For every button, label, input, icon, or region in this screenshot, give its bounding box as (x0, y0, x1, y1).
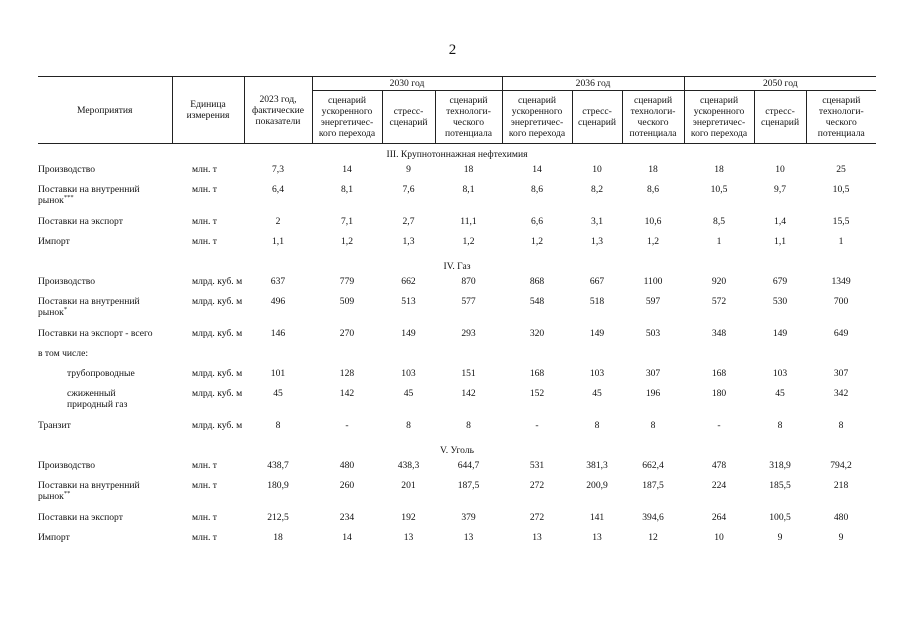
value-cell: 8 (275, 420, 281, 431)
value-cell: 100,5 (769, 512, 791, 523)
row-unit: млн. т (192, 460, 217, 471)
header-scenario-stress: стресс- сценарий (572, 91, 622, 144)
value-cell: 293 (461, 328, 476, 339)
header-scenario-accelerated-transition: сценарий ускоренного энергетичес- кого перехода (502, 91, 572, 144)
value-cell: 381,3 (586, 460, 608, 471)
value-cell: 14 (342, 532, 352, 543)
row-label: Транзит (38, 420, 71, 431)
header-year-2036: 2036 год (502, 77, 684, 91)
value-cell: 45 (592, 388, 602, 399)
value-cell: 272 (529, 480, 545, 491)
value-cell: 196 (645, 388, 661, 399)
value-cell: 180,9 (267, 480, 289, 491)
value-cell: 151 (461, 368, 476, 379)
value-cell: 149 (772, 328, 788, 339)
value-cell: 8 (406, 420, 411, 431)
row-unit: млн. т (192, 532, 217, 543)
row-label: Поставки на экспорт (38, 512, 123, 523)
value-cell: 7,1 (341, 216, 353, 227)
value-cell: 218 (833, 480, 849, 491)
value-cell: 10 (592, 164, 602, 175)
value-cell: 348 (711, 328, 727, 339)
value-cell: 480 (339, 460, 355, 471)
section-title: III. Крупнотоннажная нефтехимия (386, 148, 528, 160)
value-cell: 272 (529, 512, 545, 523)
value-cell: 662 (401, 276, 416, 287)
value-cell: 577 (461, 296, 476, 307)
value-cell: 1,4 (774, 216, 787, 227)
value-cell: 8 (650, 420, 656, 431)
value-cell: 1,2 (462, 236, 475, 247)
value-cell: 7,6 (402, 184, 415, 195)
table-row (38, 368, 876, 388)
value-cell: 438,3 (397, 460, 420, 471)
value-cell: 25 (836, 164, 846, 175)
value-cell: 509 (339, 296, 355, 307)
value-cell: 496 (270, 296, 286, 307)
value-cell: 920 (711, 276, 727, 287)
value-cell: 9,7 (774, 184, 787, 195)
value-cell: 12 (648, 532, 658, 543)
value-cell: 1100 (643, 276, 663, 287)
value-cell: 868 (529, 276, 545, 287)
page-number: 2 (448, 42, 457, 58)
header-year-2050: 2050 год (684, 77, 876, 91)
row-unit: млрд. куб. м (192, 296, 243, 307)
header-2023: 2023 год, фактические показатели (244, 77, 312, 144)
value-cell: 103 (589, 368, 605, 379)
row-unit: млн. т (192, 236, 217, 247)
value-cell: 667 (589, 276, 605, 287)
value-cell: 679 (772, 276, 788, 287)
value-cell: 8,2 (591, 184, 604, 195)
energy-forecast-table (38, 76, 876, 552)
value-cell: 10 (714, 532, 724, 543)
value-cell: 212,5 (267, 512, 289, 523)
row-unit: млн. т (192, 480, 217, 491)
value-cell: 224 (711, 480, 727, 491)
footnote-marker: * (63, 305, 68, 313)
footnote-marker: *** (63, 193, 74, 201)
value-cell: 103 (772, 368, 788, 379)
value-cell: 187,5 (457, 480, 480, 491)
value-cell: 187,5 (642, 480, 664, 491)
value-cell: 9 (777, 532, 783, 543)
value-cell: 8 (838, 420, 844, 431)
row-label: Поставки на внутренний рынок** (38, 480, 140, 502)
table-row (38, 328, 876, 348)
value-cell: 597 (645, 296, 661, 307)
value-cell: 548 (529, 296, 545, 307)
value-cell: 320 (529, 328, 545, 339)
header-measure: Мероприятия (38, 77, 172, 144)
value-cell: 8,5 (713, 216, 726, 227)
table-row (38, 348, 876, 368)
value-cell: 637 (270, 276, 286, 287)
value-cell: 200,9 (586, 480, 608, 491)
value-cell: 342 (833, 388, 849, 399)
header-scenario-accelerated-transition: сценарий ускоренного энергетичес- кого перехода (312, 91, 382, 144)
value-cell: 2,7 (402, 216, 415, 227)
row-label: Поставки на экспорт (38, 216, 123, 227)
header-scenario-tech-potential: сценарий технологи- ческого потенциала (435, 91, 502, 144)
value-cell (754, 348, 806, 368)
value-cell: 1349 (831, 276, 851, 287)
value-cell: 779 (339, 276, 355, 287)
value-cell: 394,6 (642, 512, 664, 523)
row-label: Поставки на внутренний рынок* (38, 296, 140, 318)
value-cell: 14 (342, 164, 352, 175)
value-cell: 142 (339, 388, 355, 399)
value-cell: 8 (466, 420, 471, 431)
value-cell (806, 348, 876, 368)
row-label: Поставки на внутренний рынок*** (38, 184, 140, 206)
table-row (38, 164, 876, 184)
value-cell: 168 (711, 368, 727, 379)
row-label: Производство (38, 460, 96, 471)
table-row (38, 184, 876, 216)
table-row (38, 480, 876, 512)
value-cell: 149 (401, 328, 416, 339)
row-label: Поставки на экспорт - всего (38, 328, 153, 339)
value-cell: 6,4 (272, 184, 284, 195)
value-cell: 270 (339, 328, 355, 339)
value-cell: 1,3 (591, 236, 604, 247)
value-cell: 185,5 (769, 480, 791, 491)
value-cell: 149 (589, 328, 605, 339)
value-cell: 8 (777, 420, 783, 431)
value-cell: 260 (339, 480, 355, 491)
value-cell: - (717, 420, 721, 431)
value-cell: 478 (711, 460, 727, 471)
value-cell: 1 (838, 236, 844, 247)
value-cell: 10,6 (644, 216, 662, 227)
value-cell (502, 348, 572, 368)
value-cell: 45 (273, 388, 283, 399)
value-cell: 180 (711, 388, 727, 399)
header-scenario-accelerated-transition: сценарий ускоренного энергетичес- кого перехода (684, 91, 754, 144)
table-row (38, 420, 876, 440)
header-scenario-tech-potential: сценарий технологи- ческого потенциала (622, 91, 684, 144)
row-label: Импорт (38, 236, 70, 247)
table-row (38, 532, 876, 552)
section-title: V. Уголь (440, 444, 475, 456)
value-cell: 7,3 (272, 164, 284, 175)
row-unit: млрд. куб. м (192, 368, 243, 379)
value-cell: 1,2 (531, 236, 544, 247)
value-cell: 10,5 (710, 184, 728, 195)
value-cell (572, 348, 622, 368)
value-cell: 513 (401, 296, 416, 307)
section-title: IV. Газ (443, 260, 471, 272)
value-cell: 794,2 (830, 460, 852, 471)
value-cell: 9 (406, 164, 411, 175)
value-cell: 18 (648, 164, 658, 175)
value-cell (684, 348, 754, 368)
value-cell: 1,2 (647, 236, 660, 247)
value-cell: 8,6 (647, 184, 660, 195)
value-cell: 9 (838, 532, 844, 543)
value-cell: 201 (401, 480, 416, 491)
table-row (38, 460, 876, 480)
header-scenario-stress: стресс- сценарий (382, 91, 435, 144)
value-cell: 11,1 (460, 216, 477, 227)
value-cell: 318,9 (769, 460, 791, 471)
value-cell: 870 (461, 276, 476, 287)
value-cell: 13 (463, 532, 474, 543)
value-cell: 307 (645, 368, 661, 379)
value-cell: 1,1 (774, 236, 787, 247)
header-unit: Единица измерения (172, 77, 244, 144)
value-cell: 700 (833, 296, 849, 307)
row-unit: млрд. куб. м (192, 328, 243, 339)
value-cell: 10,5 (832, 184, 850, 195)
value-cell: 168 (529, 368, 545, 379)
value-cell: 503 (645, 328, 661, 339)
value-cell: 8,6 (531, 184, 544, 195)
value-cell: 1,2 (341, 236, 353, 247)
value-cell: 152 (529, 388, 545, 399)
row-unit: млрд. куб. м (192, 388, 243, 399)
table-row (38, 296, 876, 328)
value-cell: 14 (532, 164, 542, 175)
value-cell: 13 (592, 532, 602, 543)
value-cell: 518 (589, 296, 605, 307)
value-cell: 644,7 (457, 460, 480, 471)
value-cell: 8,1 (341, 184, 353, 195)
row-label: Производство (38, 276, 96, 287)
value-cell: 1,3 (402, 236, 415, 247)
table-row (38, 216, 876, 236)
value-cell (622, 348, 684, 368)
value-cell: 142 (461, 388, 476, 399)
header-scenario-tech-potential: сценарий технологи- ческого потенциала (806, 91, 876, 144)
value-cell: 146 (270, 328, 286, 339)
value-cell: 1 (716, 236, 722, 247)
table-row (38, 236, 876, 256)
row-unit: млн. т (192, 164, 217, 175)
row-label: Производство (38, 164, 96, 175)
row-unit: млн. т (192, 184, 217, 195)
row-unit: млрд. куб. м (192, 420, 243, 431)
value-cell: 141 (589, 512, 605, 523)
value-cell: 8,1 (462, 184, 475, 195)
header-scenario-stress: стресс- сценарий (754, 91, 806, 144)
value-cell: 13 (403, 532, 414, 543)
value-cell: - (345, 420, 349, 431)
value-cell: 3,1 (591, 216, 604, 227)
table-row (38, 388, 876, 420)
table-row (38, 512, 876, 532)
value-cell: 480 (833, 512, 849, 523)
value-cell: 13 (532, 532, 542, 543)
row-unit: млрд. куб. м (192, 276, 243, 287)
value-cell: 18 (463, 164, 474, 175)
value-cell: 662,4 (642, 460, 664, 471)
value-cell: 2 (275, 216, 281, 227)
row-label: Импорт (38, 532, 70, 543)
row-unit: млн. т (192, 216, 217, 227)
value-cell (435, 348, 502, 368)
value-cell: 103 (401, 368, 416, 379)
value-cell: 45 (403, 388, 414, 399)
value-cell: 15,5 (832, 216, 850, 227)
value-cell: 531 (529, 460, 545, 471)
value-cell: 18 (714, 164, 724, 175)
value-cell: 530 (772, 296, 788, 307)
value-cell: 45 (775, 388, 785, 399)
value-cell (312, 348, 382, 368)
value-cell: 8 (594, 420, 600, 431)
value-cell: 649 (833, 328, 849, 339)
header-year-2030: 2030 год (312, 77, 502, 91)
value-cell: 18 (273, 532, 283, 543)
value-cell: 438,7 (267, 460, 289, 471)
value-cell: 10 (775, 164, 785, 175)
value-cell: 6,6 (531, 216, 544, 227)
value-cell: 264 (711, 512, 727, 523)
row-unit: млн. т (192, 512, 217, 523)
value-cell: 379 (461, 512, 476, 523)
value-cell (244, 348, 312, 368)
value-cell: 572 (711, 296, 727, 307)
value-cell: - (535, 420, 539, 431)
row-label: в том числе: (38, 348, 89, 359)
table-row (38, 276, 876, 296)
value-cell: 307 (833, 368, 849, 379)
value-cell: 1,1 (272, 236, 284, 247)
row-unit (172, 348, 244, 368)
row-label: сжиженный природный газ (67, 388, 128, 410)
value-cell: 234 (339, 512, 355, 523)
value-cell: 192 (401, 512, 416, 523)
value-cell (382, 348, 435, 368)
value-cell: 128 (339, 368, 355, 379)
row-label: трубопроводные (67, 368, 135, 379)
footnote-marker: ** (63, 489, 71, 497)
value-cell: 101 (270, 368, 286, 379)
